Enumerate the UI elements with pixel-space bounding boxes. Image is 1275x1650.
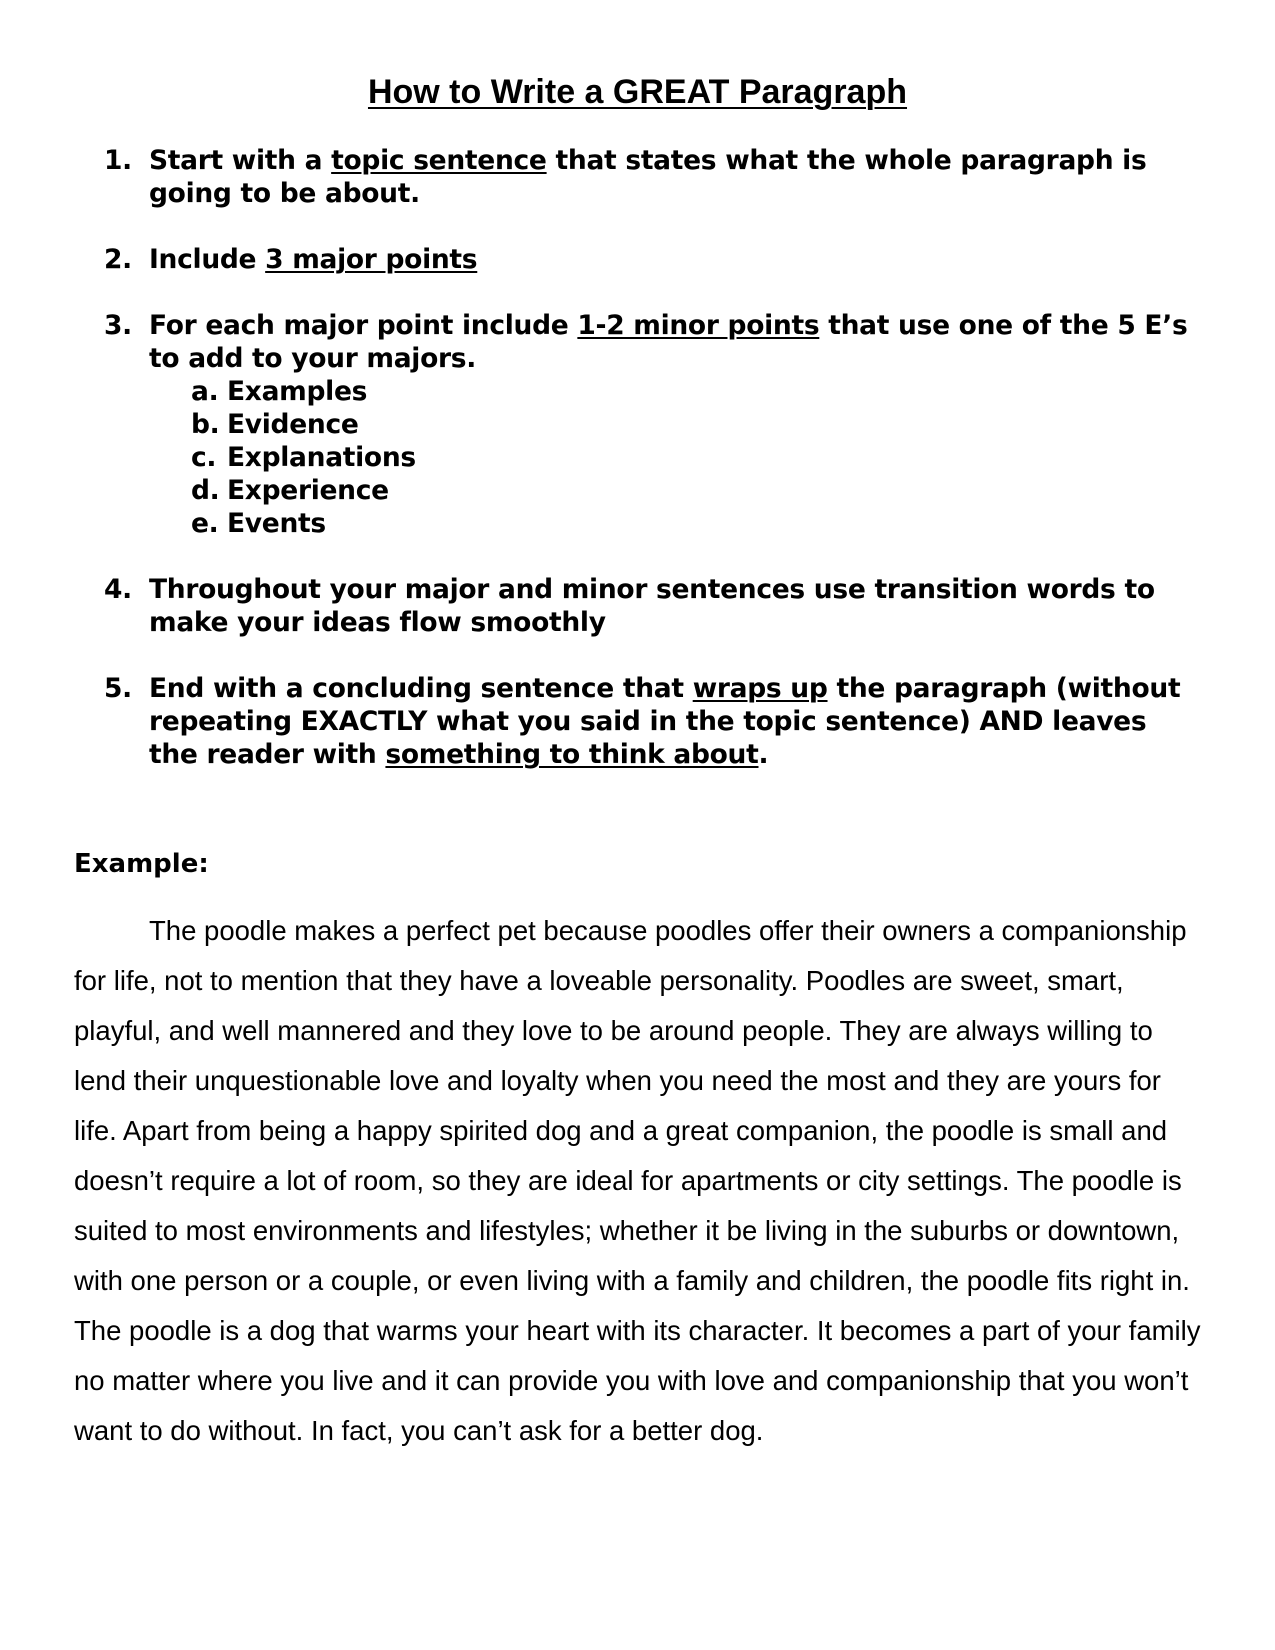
sub-item-letter: d. bbox=[191, 475, 220, 506]
step-number: 3. bbox=[104, 310, 132, 341]
step-text: the paragraph (without repeating EXACTLY what you said in the topic sentence) AND leaves the reader with bbox=[149, 673, 1181, 770]
step-underlined-text: wraps up bbox=[692, 673, 828, 704]
step-1 bbox=[104, 144, 1194, 210]
step-underlined-text: something to think about bbox=[385, 739, 759, 770]
step-text: Include bbox=[149, 244, 266, 275]
sub-item-text: Events bbox=[227, 508, 326, 539]
sub-item bbox=[191, 375, 1194, 408]
step-text: End with a concluding sentence that bbox=[149, 673, 693, 704]
step-text: For each major point include bbox=[149, 310, 578, 341]
sub-item-letter: e. bbox=[191, 508, 219, 539]
sub-item-letter: a. bbox=[191, 376, 219, 407]
sub-item-text: Explanations bbox=[227, 442, 416, 473]
step-text: that states what the whole paragraph is going to be about. bbox=[149, 145, 1147, 209]
step-underlined-text: 3 major points bbox=[265, 244, 478, 275]
step-text: Start with a bbox=[149, 145, 332, 176]
example-paragraph: The poodle makes a perfect pet because poodles offer their owners a companionship for life, not to mention that they have a loveable personality. Poodles are sweet, smart, playful, and well mannered and they love to be around people. They are always willing to lend their unquestionable love and loyalty when you need the most and they are yours for life. Apart from being a happy spirited dog and a great companion, the poodle is small and doesn’t require a lot of room, so they are ideal for apartments or city settings. The poodle is suited to most environments and lifestyles; whether it be living in the suburbs or downtown, with one person or a couple, or even living with a family and children, the poodle fits right in. The poodle is a dog that warms your heart with its character. It becomes a part of your family no matter where you live and it can provide you with love and companionship that you won’t want to do without. In fact, you can’t ask for a better dog. bbox=[74, 915, 1201, 1446]
sub-item-text: Experience bbox=[227, 475, 389, 506]
step-number: 1. bbox=[104, 145, 132, 176]
step-5 bbox=[104, 672, 1194, 771]
sub-item-text: Examples bbox=[227, 376, 368, 407]
step-3 bbox=[104, 309, 1194, 540]
step-2 bbox=[104, 243, 1194, 276]
sub-item-text: Evidence bbox=[227, 409, 359, 440]
step-text: that use one of the 5 E’s to add to your majors. bbox=[149, 310, 1188, 374]
step-text: Throughout your major and minor sentences use transition words to make your ideas flow smoothly bbox=[149, 574, 1155, 638]
sub-item bbox=[191, 441, 1194, 474]
steps-list bbox=[104, 144, 1194, 804]
example-heading: Example: bbox=[74, 849, 209, 879]
step-underlined-text: 1-2 minor points bbox=[577, 310, 820, 341]
step-number: 5. bbox=[104, 673, 132, 704]
sub-item-letter: b. bbox=[191, 409, 220, 440]
sub-list bbox=[149, 375, 1194, 540]
page-title-text: How to Write a GREAT Paragraph bbox=[367, 73, 908, 111]
sub-item bbox=[191, 507, 1194, 540]
step-number: 4. bbox=[104, 574, 132, 605]
sub-item bbox=[191, 408, 1194, 441]
step-4 bbox=[104, 573, 1194, 639]
step-number: 2. bbox=[104, 244, 132, 275]
sub-item bbox=[191, 474, 1194, 507]
step-text: . bbox=[758, 739, 769, 770]
sub-item-letter: c. bbox=[191, 442, 217, 473]
page-title bbox=[0, 72, 1275, 112]
step-underlined-text: topic sentence bbox=[331, 145, 547, 176]
